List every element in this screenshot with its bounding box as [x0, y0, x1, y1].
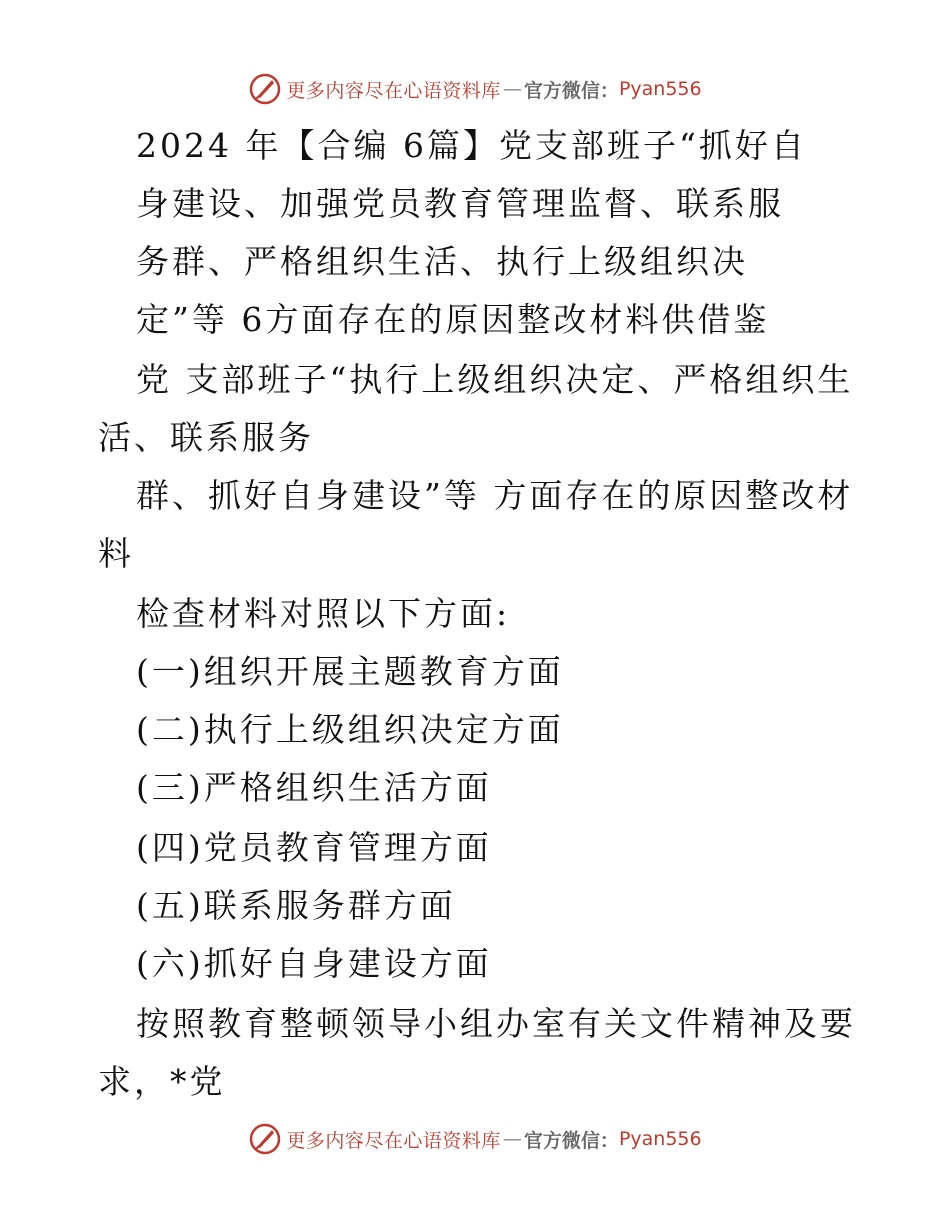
subtitle-line-1: 党 支部班子“执行上级组织决定、严格组织生 — [136, 360, 854, 399]
watermark-site: 更多内容尽在心语资料库 — [286, 1129, 501, 1152]
watermark-dash: — — [502, 78, 522, 100]
subtitle-line-2: 活、联系服务 — [98, 418, 314, 457]
title-line-3: 务群、严格组织生活、执行上级组织决 — [136, 242, 748, 281]
watermark-dash: — — [502, 1128, 522, 1150]
quill-pen-logo-icon — [248, 1122, 282, 1156]
intro-text: 检查材料对照以下方面: — [136, 594, 511, 633]
watermark-site: 更多内容尽在心语资料库 — [286, 79, 501, 102]
watermark-handle: Pyan556 — [618, 78, 702, 100]
aspect-item-6: (六)抓好自身建设方面 — [136, 944, 492, 983]
aspect-item-3: (三)严格组织生活方面 — [136, 768, 492, 807]
footer-watermark — [0, 1122, 950, 1156]
subtitle-line-3: 群、抓好自身建设”等 方面存在的原因整改材 — [136, 476, 854, 515]
aspect-item-1: (一)组织开展主题教育方面 — [136, 652, 564, 691]
aspect-item-4: (四)党员教育管理方面 — [136, 828, 492, 867]
title-line-4: 定”等 6方面存在的原因整改材料供借鉴 — [136, 300, 770, 339]
watermark-official: 官方微信： — [523, 79, 619, 102]
subtitle-line-4: 料 — [98, 534, 134, 573]
header-watermark — [0, 72, 950, 106]
aspect-item-2: (二)执行上级组织决定方面 — [136, 710, 564, 749]
title-line-1: 2024 年【合编 6篇】党支部班子“抓好自 — [136, 126, 807, 165]
title-line-2: 身建设、加强党员教育管理监督、联系服 — [136, 184, 784, 223]
aspect-item-5: (五)联系服务群方面 — [136, 886, 456, 925]
watermark-official: 官方微信： — [523, 1129, 619, 1152]
closing-line-1: 按照教育整顿领导小组办室有关文件精神及要 — [136, 1004, 856, 1043]
watermark-handle: Pyan556 — [618, 1128, 702, 1150]
quill-pen-logo-icon — [248, 72, 282, 106]
closing-line-2: 求，*党 — [98, 1062, 226, 1101]
